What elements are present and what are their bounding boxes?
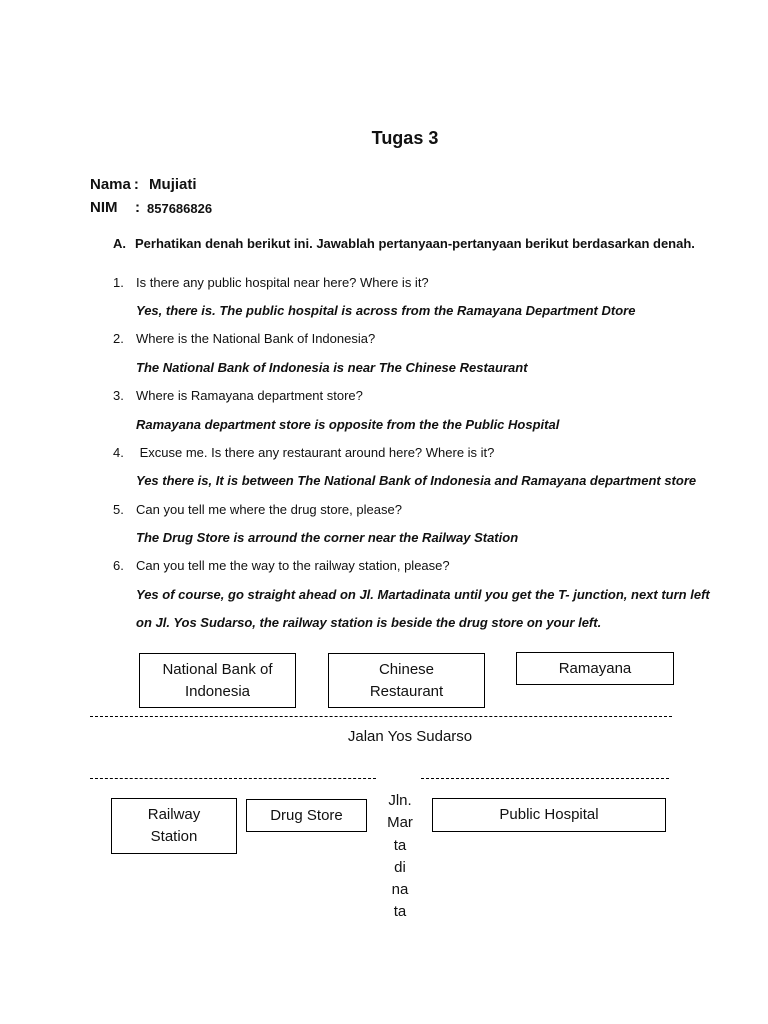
hospital-label: Public Hospital: [499, 806, 599, 823]
map-ramayana: [516, 652, 674, 685]
question-4: [113, 445, 494, 460]
question-number: 4.: [113, 445, 124, 460]
restaurant-label-line1: Chinese: [378, 660, 435, 678]
answer-1: Yes, there is. The public hospital is across from the Ramayana Department Dtore: [136, 303, 636, 318]
question-text: Is there any public hospital near here? Where is it?: [136, 275, 429, 290]
bank-label-line1: National Bank of: [162, 660, 273, 678]
question-number: 5.: [113, 502, 124, 517]
map-chinese-restaurant: [328, 653, 485, 708]
answer-3: Ramayana department store is opposite from the the Public Hospital: [136, 417, 560, 432]
question-text: Where is Ramayana department store?: [136, 388, 363, 403]
instruction-text: Perhatikan denah berikut ini. Jawablah pertanyaan-pertanyaan berikut berdasarkan denah.: [135, 236, 695, 251]
name-value: Mujiati: [149, 176, 197, 193]
question-text: Where is the National Bank of Indonesia?: [136, 331, 376, 346]
question-number: 6.: [113, 558, 124, 573]
side-street-part: di: [394, 858, 406, 876]
answer-2: The National Bank of Indonesia is near The Chinese Restaurant: [136, 360, 528, 375]
ramayana-label: Ramayana: [558, 659, 632, 677]
nim-value: 857686826: [147, 201, 213, 216]
street-line-bottom-right: [421, 778, 669, 779]
question-5: [113, 502, 402, 517]
name-label: Nama: [90, 176, 131, 193]
question-text: Can you tell me where the drug store, please?: [136, 502, 402, 517]
nim-separator: :: [135, 199, 140, 216]
map-drug-store: [246, 799, 367, 832]
side-street-part: ta: [393, 836, 407, 854]
side-street-name: [382, 790, 418, 924]
railway-label-line1: Railway: [147, 806, 201, 823]
street-line-bottom-left: [90, 778, 376, 779]
street-line-top: [90, 716, 672, 717]
question-text: Can you tell me the way to the railway station, please?: [136, 558, 450, 573]
question-1: [113, 275, 429, 290]
side-street-part: ta: [393, 903, 407, 921]
question-6: [113, 558, 450, 573]
street-name: Jalan Yos Sudarso: [347, 728, 473, 745]
nim-label: NIM: [90, 199, 118, 216]
side-street-part: na: [391, 881, 409, 899]
map-public-hospital: [432, 798, 666, 832]
railway-label-line2: Station: [150, 828, 198, 845]
restaurant-label-line2: Restaurant: [369, 682, 444, 700]
question-text: Excuse me. Is there any restaurant around here? Where is it?: [136, 445, 495, 460]
question-2: [113, 331, 375, 346]
question-number: 3.: [113, 388, 124, 403]
question-number: 2.: [113, 331, 124, 346]
answer-6: Yes of course, go straight ahead on Jl. Martadinata until you get the T- junction, next turn left: [136, 587, 710, 602]
map-railway-station: [111, 798, 237, 854]
section-letter: A.: [113, 236, 126, 251]
answer-4: Yes there is, It is between The National Bank of Indonesia and Ramayana department store: [136, 473, 697, 488]
drug-store-label: Drug Store: [270, 806, 343, 824]
answer-5: The Drug Store is arround the corner near the Railway Station: [136, 530, 519, 545]
answer-6-continued: on Jl. Yos Sudarso, the railway station is beside the drug store on your left.: [136, 615, 602, 630]
name-separator: :: [133, 176, 139, 193]
question-number: 1.: [113, 275, 124, 290]
side-street-part: Jln.: [388, 792, 412, 809]
section-instruction: [113, 236, 695, 251]
name-row: [90, 176, 197, 193]
bank-label-line2: Indonesia: [184, 682, 251, 700]
nim-row: [90, 199, 213, 216]
question-3: [113, 388, 363, 403]
map-national-bank: [139, 653, 296, 708]
side-street-part: Mar: [387, 814, 413, 832]
document-title: Tugas 3: [371, 128, 439, 148]
